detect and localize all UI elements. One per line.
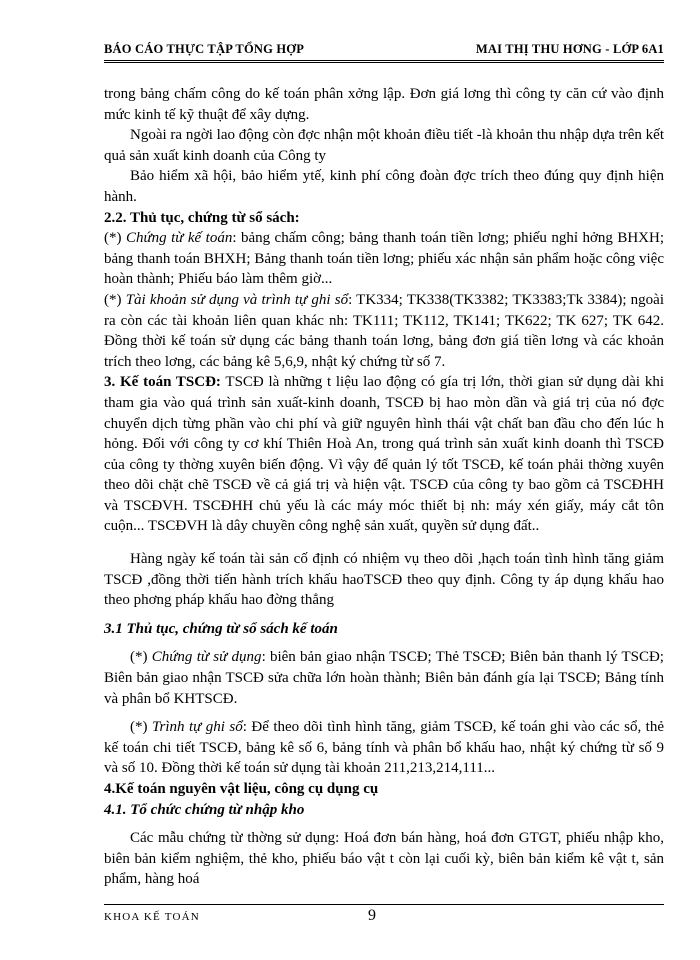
paragraph-piecework: trong bảng chấm công do kế toán phân xởng lập. Đơn giá lơng thì công ty căn cứ vào định mức kinh tế kỹ thuật để xây dựng. — [104, 86, 664, 123]
label-accounts-used: Tài khoản sử dụng và trình tự ghi sổ — [125, 291, 349, 308]
bullet-prefix: (*) — [104, 291, 126, 308]
bullet-prefix: (*) — [104, 230, 126, 247]
label-recording-procedure: Trình tự ghi sổ — [151, 719, 243, 736]
paragraph-salary-documents — [104, 228, 664, 290]
paragraph-fixed-assets — [104, 372, 664, 537]
page-footer — [104, 904, 664, 935]
text-recording-procedure: : Để theo dõi tình hình tăng, giảm TSCĐ, kế toán ghi vào các sổ, thẻ kế toán chi tiết TSCĐ, bảng kê số 6, bảng tính và phân bổ khấu hao, nhật ký chứng từ số 9 và số 10. Đồng thời kế toán sử dụng tài khoản 211,213,214,111... — [104, 719, 664, 777]
heading-3: 3. Kế toán TSCĐ: — [104, 374, 221, 391]
paragraph-receipt-documents: Các mẫu chứng từ thờng sử dụng: Hoá đơn bán hàng, hoá đơn GTGT, phiếu nhập kho, biên bản kiểm nghiệm, thẻ kho, phiếu báo vật t còn lại cuối kỳ, biên bản kiểm kê vật t, sản phẩm, hàng hoá — [104, 830, 664, 888]
text-accounting-documents: : bảng chấm công; bảng thanh toán tiền lơng; phiếu nghỉ hởng BHXH; bảng thanh toán BHXH; Bảng thanh toán tiền lơng; phiếu xác nhận sản phẩm hoặc công việc hoàn thành; Phiếu báo làm thêm giờ... — [104, 230, 665, 288]
paragraph-depreciation: Hàng ngày kế toán tài sản cố định có nhiệm vụ theo dõi ,hạch toán tình hình tăng giảm TSCĐ ,đồng thời tiến hành trích khấu haoTSCĐ theo quy định. Công ty áp dụng khấu hao theo phơng pháp khấu hao đờng thẳng — [104, 551, 664, 609]
footer-department: KHOA KẾ TOÁN — [104, 911, 200, 923]
heading-4-1: 4.1. Tổ chức chứng từ nhập kho — [104, 801, 305, 818]
label-documents-used: Chứng từ sử dụng — [151, 649, 262, 666]
text-fixed-assets: TSCĐ là những t liệu lao động có gía trị lớn, thời gian sử dụng dài khi tham gia vào quá trình sản xuất-kinh doanh, TSCĐ bị hao mòn dần và giá trị của nó đợc chuyển dịch từng phần vào chi phí và giữ nguyên hình thái vật chất ban đầu cho đến lúc h hỏng. Đối với công ty cơ khí Thiên Hoà An, trong quá trình sản xuất kinh doanh thì TSCĐ của công ty thờng xuyên biến động. Vì vậy để quản lý tốt TSCĐ, kế toán phải thờng xuyên theo dõi chặt chẽ TSCĐ về cả giá trị và hiện vật. TSCĐ của công ty bao gồm cả TSCĐHH và TSCĐVH. TSCĐHH chủ yếu là các máy móc thiết bị nh: máy xén giấy, máy cắt tôn cuộn... TSCĐVH là dây chuyền công nghệ sản xuất, quyền sử dụng đất.. — [104, 374, 664, 535]
bullet-prefix: (*) — [130, 719, 152, 736]
label-accounting-documents: Chứng từ kế toán — [125, 230, 233, 247]
paragraph-asset-documents — [104, 647, 664, 709]
paragraph-insurance: Bảo hiểm xã hội, bảo hiểm ytế, kinh phí công đoàn đợc trích theo đúng quy định hiện hành. — [104, 168, 664, 205]
page-number: 9 — [368, 907, 376, 924]
page-body — [104, 84, 664, 890]
heading-3-1: 3.1 Thủ tục, chứng từ sổ sách kế toán — [104, 620, 338, 637]
heading-4: 4.Kế toán nguyên vật liệu, công cụ dụng cụ — [104, 781, 379, 797]
heading-2-2: 2.2. Thủ tục, chứng từ sổ sách: — [104, 209, 300, 226]
paragraph-extra-income: Ngoài ra ngời lao động còn đợc nhận một khoản điều tiết -là khoản thu nhập dựa trên kết quả sản xuất kinh doanh của Công ty — [104, 127, 664, 164]
text-documents-used: : biên bản giao nhận TSCĐ; Thẻ TSCĐ; Biên bản thanh lý TSCĐ; Biên bản giao nhận TSCĐ sửa chữa lớn hoàn thành; Biên bản đánh gía lại TSCĐ; Bảng tính và phân bổ KHTSCĐ. — [104, 649, 664, 707]
paragraph-salary-accounts — [104, 290, 664, 372]
text-accounts-used: : TK334; TK338(TK3382; TK3383;Tk 3384); ngoài ra còn các tài khoản liên quan khác nh: TK111; TK112, TK141; TK622; TK 627; TK 642. Đồng thời kế toán sử dụng các bảng thanh toán lơng, bảng đơn giá tiền lơng và các khoản trích theo lơng, các bảng kê 5,6,9, nhật ký chứng từ số 7. — [104, 291, 665, 370]
paragraph-recording-procedure — [104, 717, 664, 779]
page-header — [104, 38, 664, 63]
header-report-title: BÁO CÁO THỰC TẬP TỔNG HỢP — [104, 42, 305, 56]
bullet-prefix: (*) — [130, 649, 152, 666]
header-author-class: MAI THỊ THU HƠNG - LỚP 6A1 — [475, 42, 664, 56]
